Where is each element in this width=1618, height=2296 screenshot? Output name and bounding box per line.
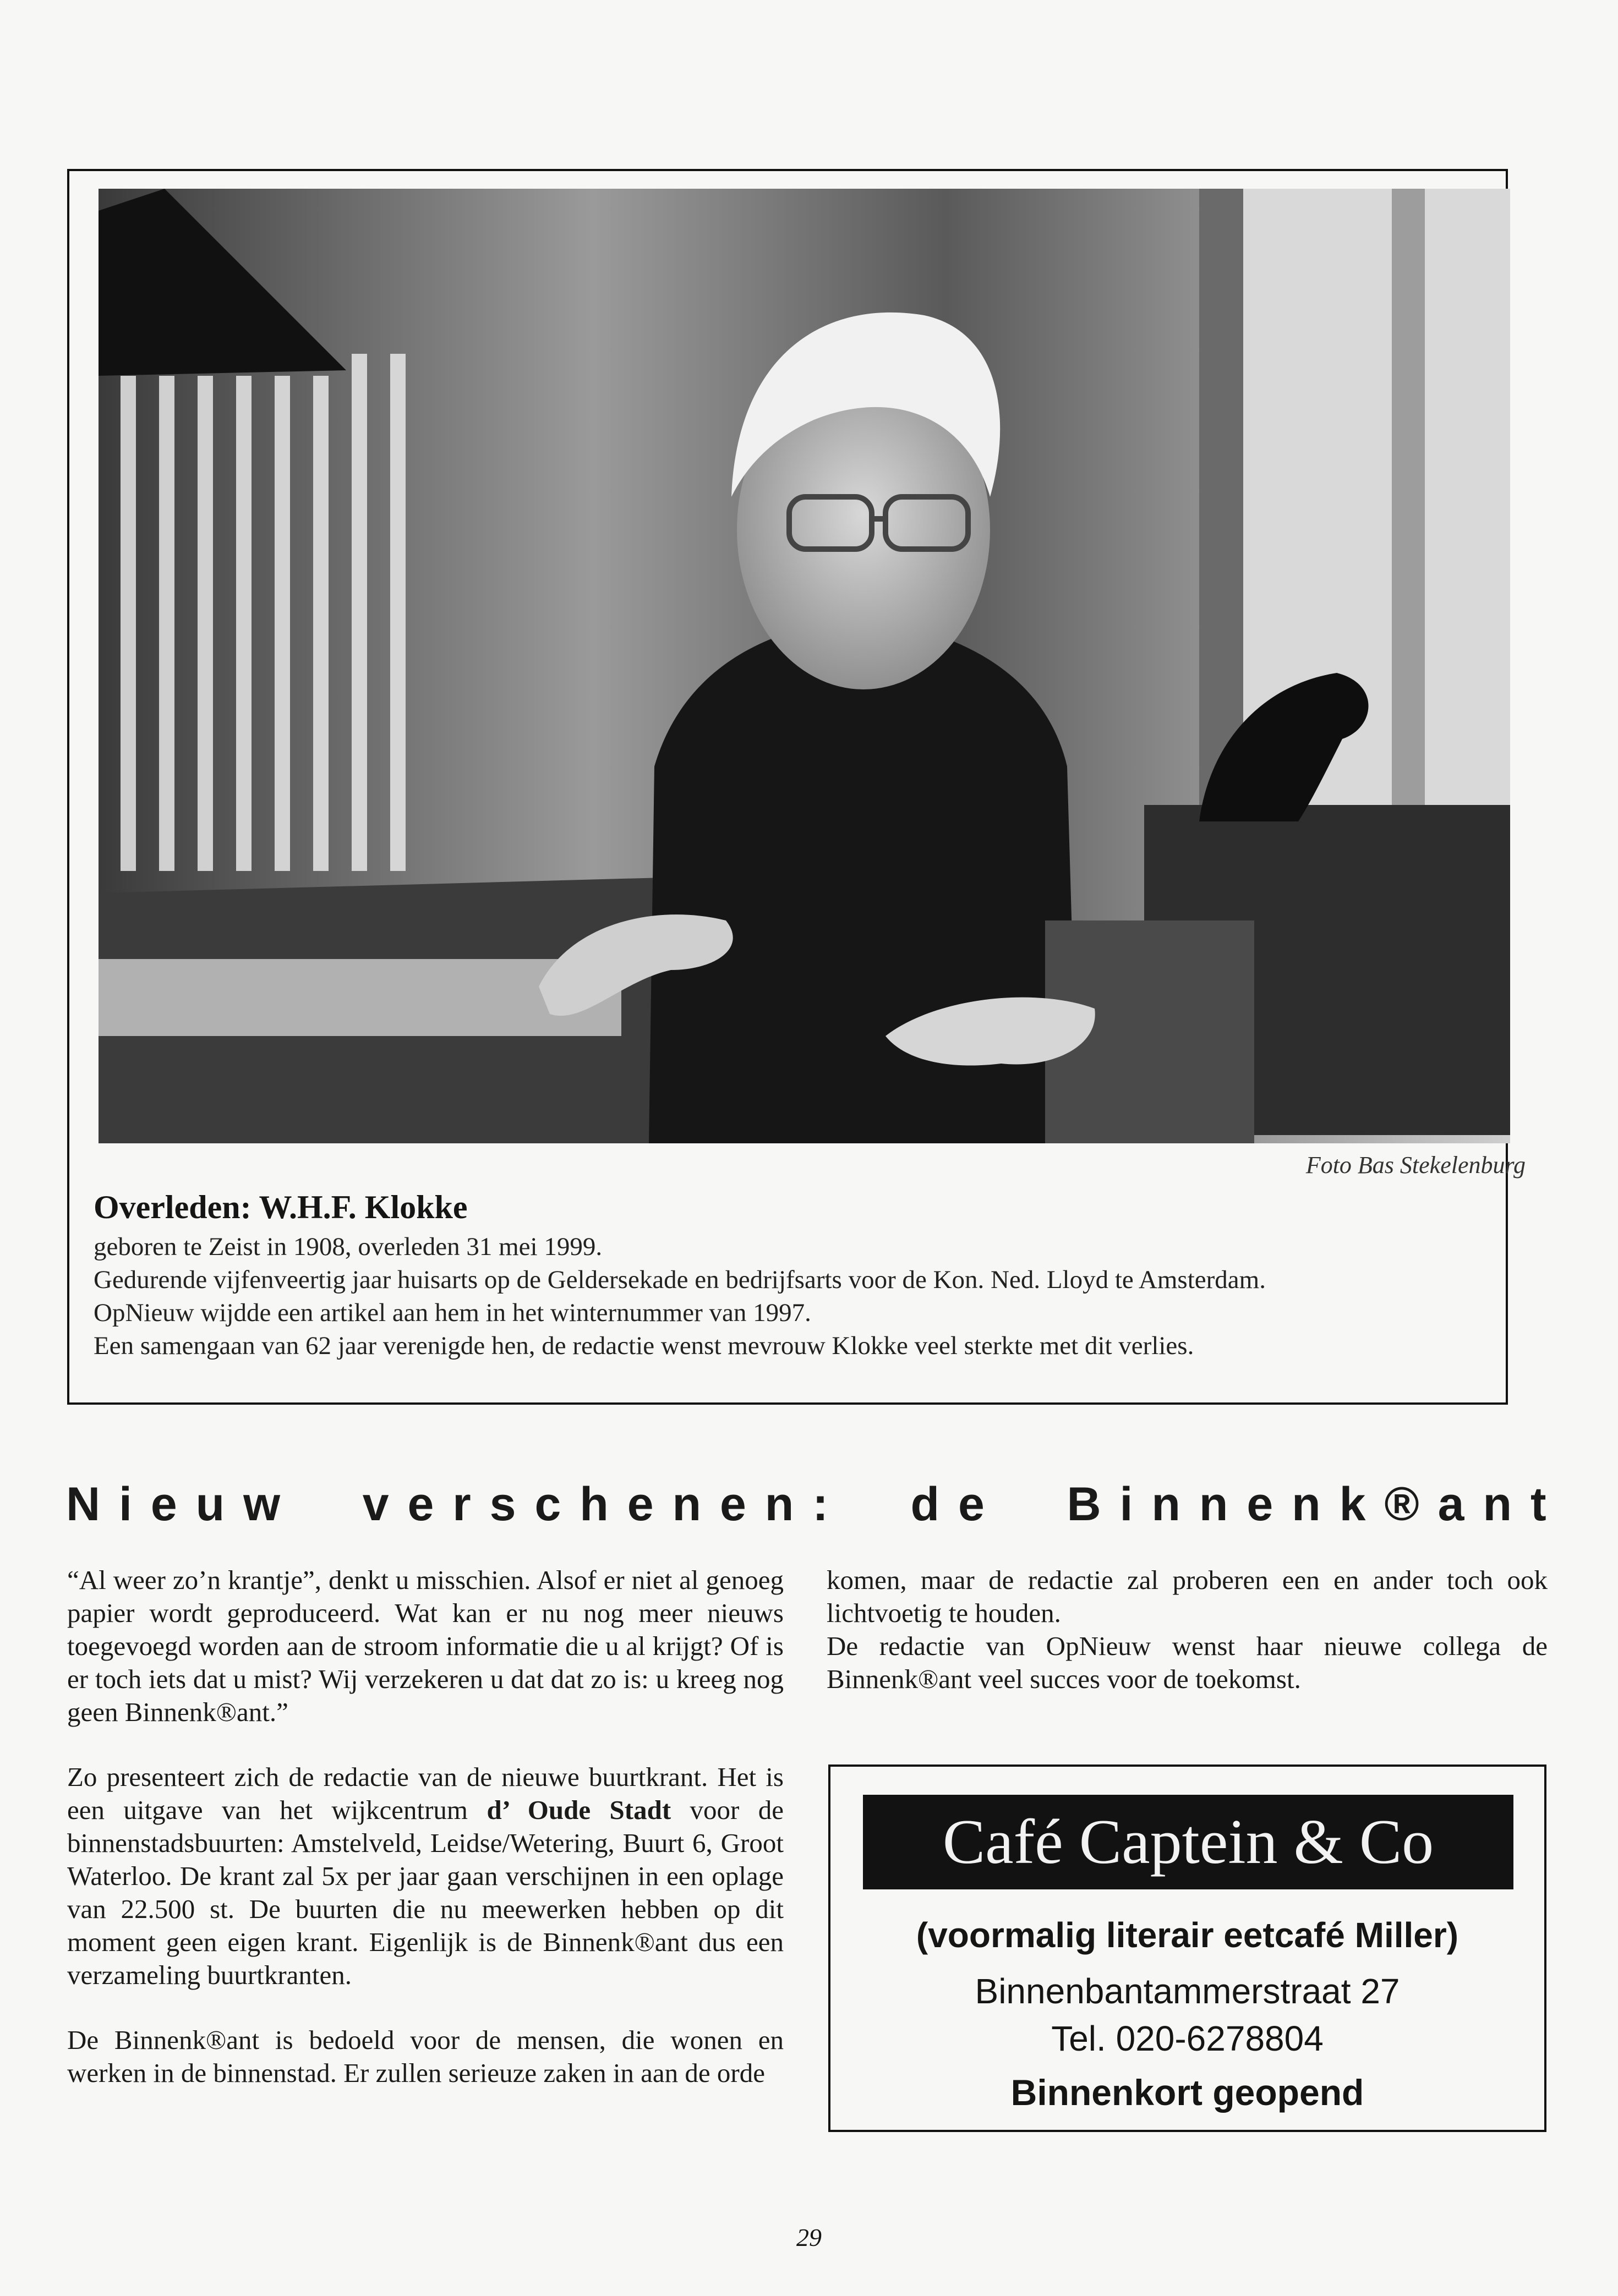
headline-space (299, 1477, 312, 1532)
article-paragraph: komen, maar de redactie zal proberen een en ander toch ook lichtvoetig te houden. (827, 1565, 1548, 1628)
headline-letter: k (1339, 1478, 1366, 1531)
article-text: voor de binnenstadsbuurten: Amstelveld, Leidse/Wetering, Buurt 6, Groot Waterloo. De krant zal 5x per jaar gaan verschijnen in een oplage van 22.500 st. De buurten die nu meewerken hebben op dit moment geen eigen krant. Eigenlijk is de Binnenk®ant dus een verzameling buurtkranten. (67, 1795, 784, 1990)
headline-letter: e (719, 1478, 746, 1531)
headline-letter: r (452, 1478, 471, 1531)
photo-credit: Foto Bas Stekelenburg (1305, 1152, 1526, 1179)
headline-letter: a (1437, 1478, 1464, 1531)
headline-space (1003, 1477, 1016, 1532)
headline-space (847, 1477, 860, 1532)
article-paragraph (67, 1761, 784, 1992)
headline-letter: i (1119, 1478, 1133, 1531)
article-paragraph: “Al weer zo’n krantje”, denkt u misschien. Alsof er niet al genoeg papier wordt geproduceerd. Wat kan er nu nog meer nieuws toegevoegd worden aan de stroom informatie die u al krijgt? Of is er toch iets dat u mist? Wij verzekeren u dat dat zo is: u kreeg nog geen Binnenk®ant.” (67, 1565, 784, 1727)
headline-letter: n (764, 1478, 794, 1531)
article-paragraph: De redactie van OpNieuw wenst haar nieuwe collega de Binnenk®ant veel succes voor de toekomst. (827, 1631, 1548, 1694)
headline-space (1035, 1477, 1048, 1532)
obituary-line: OpNieuw wijdde een artikel aan hem in het winternummer van 1997. (94, 1298, 811, 1327)
headline-letter: : (812, 1478, 828, 1531)
article-paragraph: De Binnenk®ant is bedoeld voor de mensen, die wonen en werken in de binnenstad. Er zullen serieuze zaken in aan de orde (67, 2025, 784, 2088)
headline-letter: h (580, 1478, 609, 1531)
obituary-title: Overleden: W.H.F. Klokke (94, 1189, 468, 1225)
portrait-photo (99, 189, 1510, 1143)
headline-letter: e (1247, 1478, 1273, 1531)
headline-letter: n (1199, 1478, 1228, 1531)
wijkcentrum-name: d’ Oude Stadt (487, 1795, 671, 1825)
headline-letter: n (1483, 1478, 1512, 1531)
obituary-line: Een samengaan van 62 jaar verenigde hen, de redactie wenst mevrouw Klokke veel sterkte met dit verlies. (94, 1331, 1194, 1360)
headline-letter: n (672, 1478, 702, 1531)
headline-letter: v (362, 1478, 389, 1531)
headline-letter: B (1067, 1478, 1101, 1531)
headline-space (331, 1477, 344, 1532)
article-column-right (827, 1564, 1548, 1728)
headline-letter: t (1530, 1478, 1546, 1531)
headline-letter: e (150, 1478, 177, 1531)
article-headline (66, 1477, 1546, 1532)
article-column-left (67, 1564, 784, 2122)
obituary-line: geboren te Zeist in 1908, overleden 31 mei 1999. (94, 1232, 603, 1261)
page-number: 29 (796, 2223, 822, 2251)
ad-phone: Tel. 020-6278804 (1051, 2019, 1324, 2058)
headline-letter: e (627, 1478, 654, 1531)
headline-space (879, 1477, 892, 1532)
headline-letter: ® (1384, 1478, 1419, 1531)
headline-letter: d (910, 1478, 940, 1531)
headline-letter: w (243, 1478, 281, 1531)
headline-letter: n (1151, 1478, 1180, 1531)
ad-cafe-name: Café Captein & Co (863, 1795, 1513, 1889)
headline-letter: c (534, 1478, 561, 1531)
headline-letter: e (407, 1478, 434, 1531)
ad-subtitle: (voormalig literair eetcafé Miller) (916, 1915, 1459, 1955)
headline-letter: N (66, 1478, 101, 1531)
ad-status: Binnenkort geopend (1010, 2072, 1364, 2113)
headline-letter: e (958, 1478, 985, 1531)
obituary-line: Gedurende vijfenveertig jaar huisarts op de Geldersekade en bedrijfsarts voor de Kon. Ned. Lloyd te Amsterdam. (94, 1265, 1266, 1294)
article-text: Zo presenteert zich de redactie van de nieuwe buurtkrant. Het is een uitgave van het wijkcentrum (67, 1762, 784, 1825)
headline-letter: i (119, 1478, 132, 1531)
ad-address: Binnenbantammerstraat 27 (975, 1971, 1400, 2011)
headline-letter: s (489, 1478, 516, 1531)
headline-letter: u (195, 1478, 225, 1531)
headline-letter: n (1292, 1478, 1321, 1531)
